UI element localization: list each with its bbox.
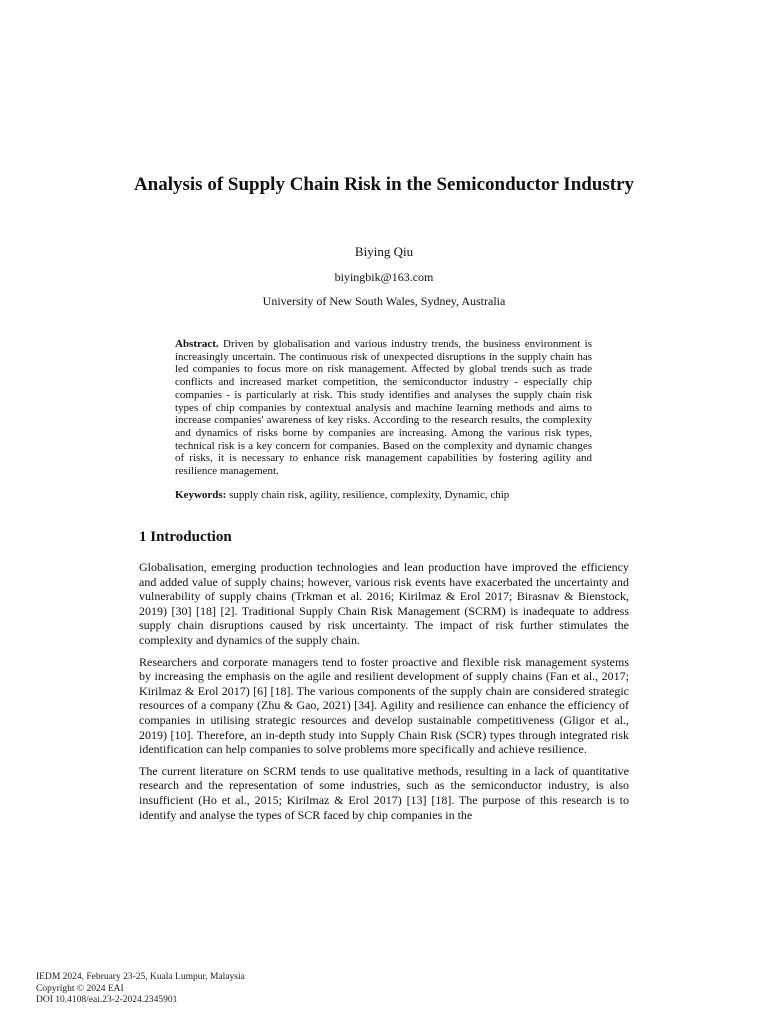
paragraph: The current literature on SCRM tends to use qualitative methods, resulting in a lack of quantitative research and the representation of some industries, such as the semiconductor industry, is also insufficient (Ho et al., 2015; Kirilmaz & Erol 2017) [13] [18]. The purpose of this research is to identify and analyse the types of SCR faced by chip companies in the: [139, 763, 629, 822]
abstract: [175, 338, 592, 478]
paragraph: Globalisation, emerging production technologies and lean production have improved the efficiency and added value of supply chains; however, various risk events have exacerbated the uncertainty and vulnerability of supply chains (Trkman et al. 2016; Kirilmaz & Erol 2017; Birasnav & Bienstock, 2019) [30] [18] [2]. Traditional Supply Chain Risk Management (SCRM) is inadequate to address supply chain disruptions caused by risk uncertainty. The impact of risk further stimulates the complexity and dynamics of the supply chain.: [139, 560, 629, 647]
author-affiliation: University of New South Wales, Sydney, Australia: [262, 294, 506, 308]
keywords: [175, 489, 592, 502]
section-body: [139, 560, 629, 829]
author-email: biyingbik@163.com: [334, 270, 434, 284]
paper-title: Analysis of Supply Chain Risk in the Semiconductor Industry: [133, 174, 635, 195]
footer-conference: IEDM 2024, February 23-25, Kuala Lumpur, Malaysia: [36, 972, 245, 982]
abstract-text: Driven by globalisation and various industry trends, the business environment is increasingly uncertain. The continuous risk of unexpected disruptions in the supply chain has led companies to focus more on risk management. Affected by global trends such as trade conflicts and increased market competition, the semiconductor industry - especially chip companies - is particularly at risk. This study identifies and analyses the supply chain risk types of chip companies by contextual analysis and machine learning methods and aims to increase companies' awareness of key risks. According to the research results, the complexity and dynamics of risks borne by companies are increasing. Among the various risk types, technical risk is a key concern for companies. Based on the complexity and dynamic changes of risks, it is necessary to enhance risk management capabilities by fostering agility and resilience management.: [175, 338, 593, 478]
footer-copyright: Copyright © 2024 EAI: [36, 983, 124, 994]
paragraph: Researchers and corporate managers tend to foster proactive and flexible risk management systems by increasing the emphasis on the agile and resilient development of supply chains (Fan et al., 2017; Kirilmaz & Erol 2017) [6] [18]. The various components of the supply chain are considered strategic resources of a company (Zhu & Gao, 2021) [34]. Agility and resilience can enhance the efficiency of companies in utilising strategic resources and develop sustainable competitiveness (Gligor et al., 2019) [10]. Therefore, an in-depth study into Supply Chain Risk (SCR) types through integrated risk identification can help companies to solve problems more specifically and achieve resilience.: [139, 654, 629, 757]
keywords-label: Keywords:: [175, 489, 227, 501]
section-heading: 1 Introduction: [139, 529, 232, 545]
footer-doi: DOI 10.4108/eai.23-2-2024.2345901: [36, 995, 178, 1005]
keywords-text: supply chain risk, agility, resilience, complexity, Dynamic, chip: [229, 489, 510, 501]
footer: [36, 972, 245, 1007]
author-name: Biying Qiu: [354, 244, 414, 259]
abstract-label: Abstract.: [175, 338, 219, 350]
